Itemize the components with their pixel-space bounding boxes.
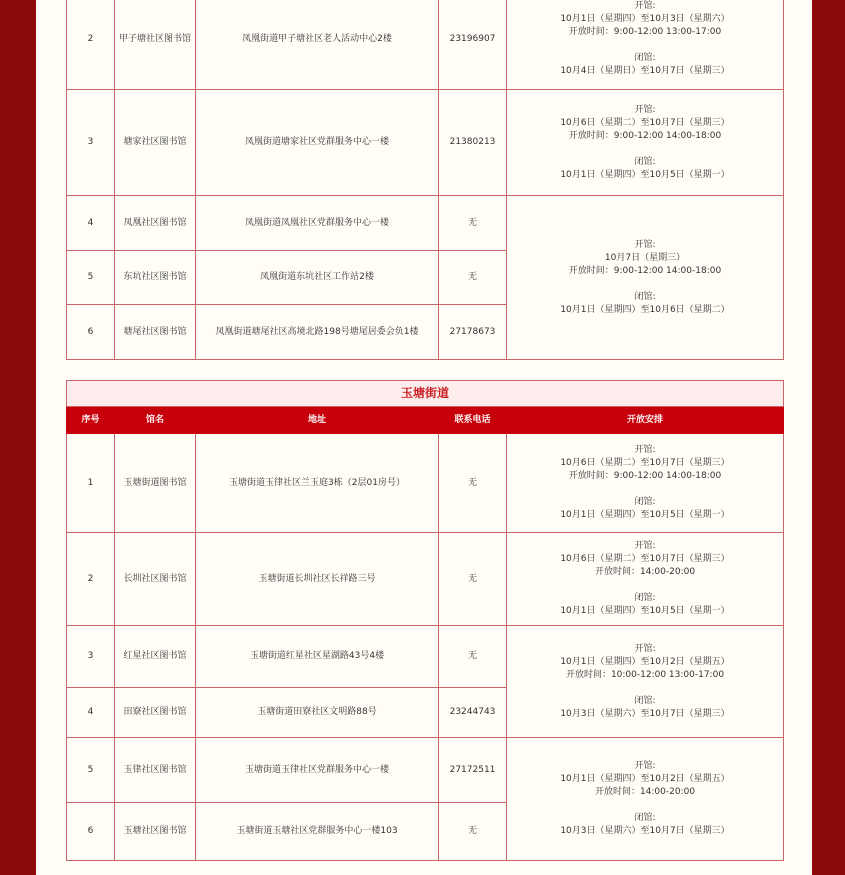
library-address: 玉塘街道玉律社区党群服务中心一楼	[196, 738, 439, 803]
table-row	[67, 626, 784, 688]
library-name: 玉塘社区图书馆	[115, 803, 196, 861]
table-row	[67, 196, 784, 251]
section-title-row	[67, 381, 784, 407]
library-address: 凤凰街道凤凰社区党群服务中心一楼	[196, 196, 439, 251]
library-phone: 无	[439, 434, 507, 533]
header-name: 馆名	[115, 407, 196, 434]
library-address: 凤凰街道塘尾社区高境北路198号塘尾居委会负1楼	[196, 305, 439, 360]
table-row	[67, 0, 784, 90]
library-address: 玉塘街道田寮社区文明路88号	[196, 688, 439, 738]
page-content	[36, 0, 812, 875]
library-name: 凤凰社区图书馆	[115, 196, 196, 251]
library-name: 玉塘街道图书馆	[115, 434, 196, 533]
library-address: 凤凰街道东坑社区工作站2楼	[196, 251, 439, 305]
open-schedule: 开馆: 10月6日（星期二）至10月7日（星期三） 开放时间：9:00-12:00 14:00-18:00 闭馆: 10月1日（星期四）至10月5日（星期一）	[507, 434, 784, 533]
row-number: 3	[67, 626, 115, 688]
header-address: 地址	[196, 407, 439, 434]
table-row	[67, 90, 784, 196]
library-phone: 无	[439, 196, 507, 251]
library-phone: 无	[439, 626, 507, 688]
library-name: 东坑社区图书馆	[115, 251, 196, 305]
row-number: 2	[67, 0, 115, 90]
open-schedule: 开馆: 10月1日（星期四）至10月2日（星期五） 开放时间：14:00-20:00 闭馆: 10月3日（星期六）至10月7日（星期三）	[507, 738, 784, 861]
table-row	[67, 434, 784, 533]
row-number: 6	[67, 803, 115, 861]
open-schedule: 开馆: 10月6日（星期二）至10月7日（星期三） 开放时间：9:00-12:00 14:00-18:00 闭馆: 10月1日（星期四）至10月5日（星期一）	[507, 90, 784, 196]
library-phone: 21380213	[439, 90, 507, 196]
table-row	[67, 738, 784, 803]
row-number: 2	[67, 533, 115, 626]
library-phone: 无	[439, 803, 507, 861]
library-address: 玉塘街道玉律社区兰玉庭3栋（2层01房号）	[196, 434, 439, 533]
table-header-row	[67, 407, 784, 434]
section-title: 玉塘街道	[67, 381, 784, 407]
library-address: 凤凰街道甲子塘社区老人活动中心2楼	[196, 0, 439, 90]
header-schedule: 开放安排	[507, 407, 784, 434]
library-phone: 无	[439, 533, 507, 626]
library-phone: 23196907	[439, 0, 507, 90]
library-name: 塘家社区图书馆	[115, 90, 196, 196]
header-number: 序号	[67, 407, 115, 434]
library-phone: 无	[439, 251, 507, 305]
row-number: 3	[67, 90, 115, 196]
library-address: 玉塘街道红星社区星湖路43号4楼	[196, 626, 439, 688]
header-phone: 联系电话	[439, 407, 507, 434]
row-number: 4	[67, 196, 115, 251]
open-schedule: 开馆: 10月6日（星期二）至10月7日（星期三） 开放时间：14:00-20:00 闭馆: 10月1日（星期四）至10月5日（星期一）	[507, 533, 784, 626]
library-name: 红星社区图书馆	[115, 626, 196, 688]
library-phone: 23244743	[439, 688, 507, 738]
library-name: 塘尾社区图书馆	[115, 305, 196, 360]
open-schedule: 开馆: 10月7日（星期三） 开放时间：9:00-12:00 14:00-18:00 闭馆: 10月1日（星期四）至10月6日（星期二）	[507, 196, 784, 360]
library-name: 长圳社区图书馆	[115, 533, 196, 626]
open-schedule: 开馆: 10月1日（星期四）至10月2日（星期五） 开放时间：10:00-12:00 13:00-17:00 闭馆: 10月3日（星期六）至10月7日（星期三）	[507, 626, 784, 738]
row-number: 5	[67, 738, 115, 803]
library-address: 玉塘街道玉塘社区党群服务中心一楼103	[196, 803, 439, 861]
library-phone: 27172511	[439, 738, 507, 803]
row-number: 1	[67, 434, 115, 533]
yutang-library-table	[66, 380, 784, 861]
open-schedule: 开馆: 10月1日（星期四）至10月3日（星期六） 开放时间：9:00-12:00 13:00-17:00 闭馆: 10月4日（星期日）至10月7日（星期三）	[507, 0, 784, 90]
table-row	[67, 533, 784, 626]
library-name: 甲子塘社区图书馆	[115, 0, 196, 90]
library-address: 玉塘街道长圳社区长祥路三号	[196, 533, 439, 626]
library-name: 田寮社区图书馆	[115, 688, 196, 738]
library-name: 玉律社区图书馆	[115, 738, 196, 803]
library-address: 凤凰街道塘家社区党群服务中心一楼	[196, 90, 439, 196]
library-phone: 27178673	[439, 305, 507, 360]
row-number: 5	[67, 251, 115, 305]
row-number: 6	[67, 305, 115, 360]
row-number: 4	[67, 688, 115, 738]
fenghuang-library-table	[66, 0, 784, 360]
